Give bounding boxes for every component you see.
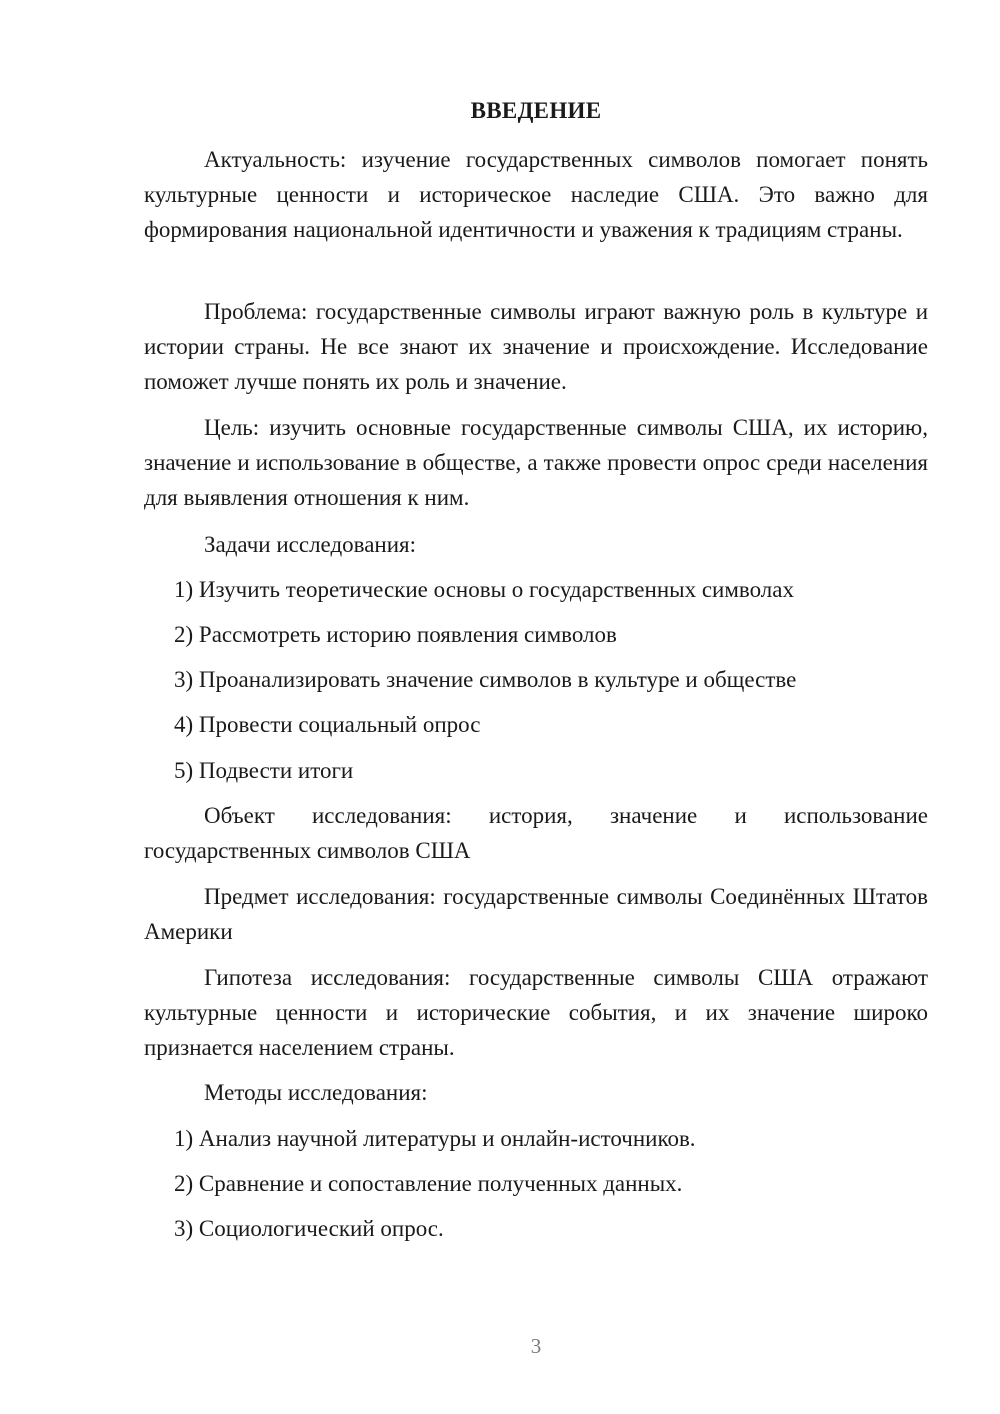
task-item: 2) Рассмотреть историю появления символов	[174, 622, 617, 647]
methods-heading: Методы исследования:	[204, 1080, 428, 1105]
paragraph-relevance: Актуальность: изучение государственных символов помогает понять культурные ценности и историческое наследие США. Это важно для формирования национальной идентичности и уважения к традициям страны.	[144, 147, 928, 242]
task-item: 4) Провести социальный опрос	[174, 712, 481, 737]
method-item: 3) Социологический опрос.	[174, 1216, 444, 1241]
method-item: 2) Сравнение и сопоставление полученных данных.	[174, 1171, 683, 1196]
page-number: 3	[530, 1334, 542, 1358]
page-title: ВВЕДЕНИЕ	[470, 98, 602, 123]
method-item: 1) Анализ научной литературы и онлайн-источников.	[174, 1126, 696, 1151]
task-item: 5) Подвести итоги	[174, 758, 354, 783]
task-item: 1) Изучить теоретические основы о государственных символах	[174, 577, 794, 602]
paragraph-object: Объект исследования: история, значение и использование государственных символов США	[144, 803, 928, 863]
paragraph-subject: Предмет исследования: государственные символы Соединённых Штатов Америки	[144, 884, 928, 944]
paragraph-hypothesis: Гипотеза исследования: государственные символы США отражают культурные ценности и исторические события, и их значение широко признается населением страны.	[144, 965, 928, 1060]
task-item: 3) Проанализировать значение символов в культуре и обществе	[174, 667, 797, 692]
paragraph-problem: Проблема: государственные символы играют важную роль в культуре и истории страны. Не все знают их значение и происхождение. Исследование поможет лучше понять их роль и значение.	[144, 299, 928, 394]
paragraph-goal: Цель: изучить основные государственные символы США, их историю, значение и использование в обществе, а также провести опрос среди населения для выявления отношения к ним.	[144, 415, 928, 510]
tasks-heading: Задачи исследования:	[204, 532, 417, 557]
